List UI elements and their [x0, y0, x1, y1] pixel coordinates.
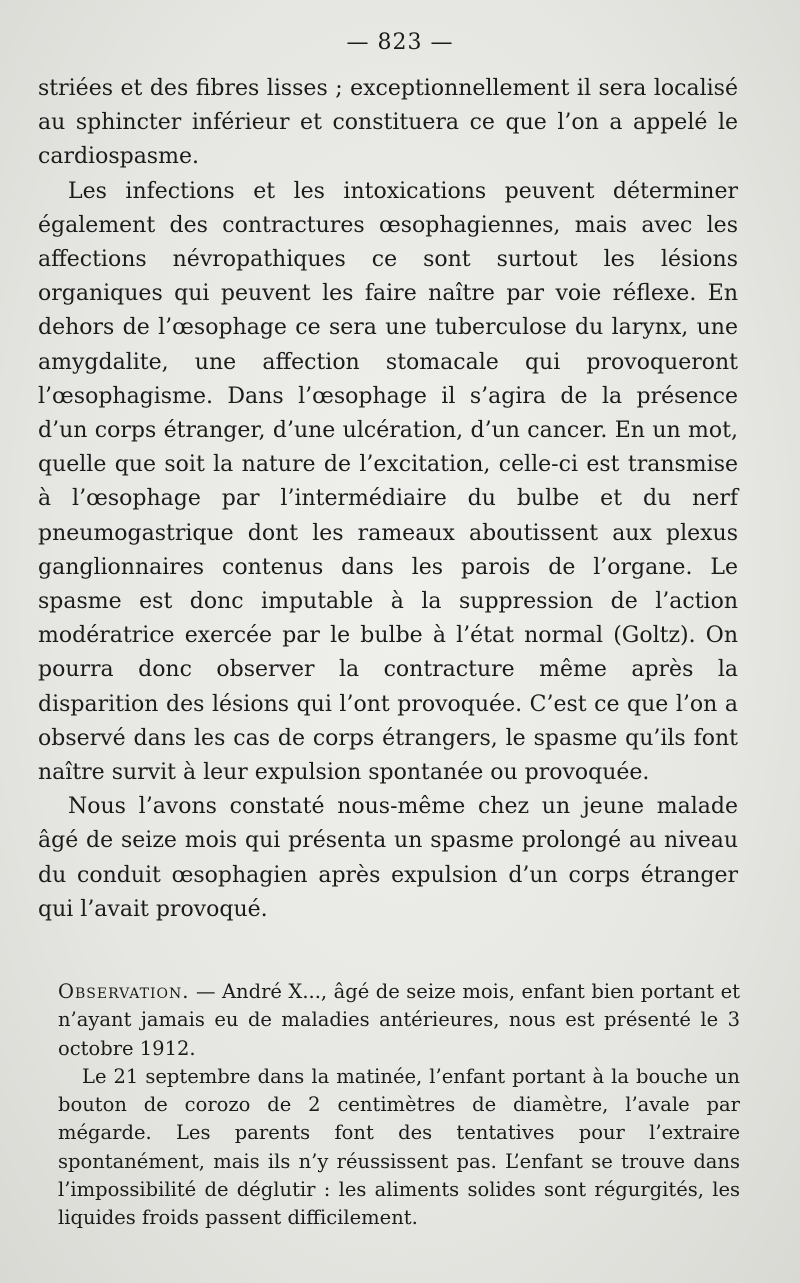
observation-first-text: — André X..., âgé de seize mois, enfant bien portant et n’ayant jamais eu de maladies antérieures, nous est présenté le 3 octobre 1912. — [58, 980, 740, 1060]
observation-second-paragraph: Le 21 septembre dans la matinée, l’enfant portant à la bouche un bouton de corozo de 2 centimètres de diamètre, l’avale par mégarde. Les parents font des tentatives pour l’extraire spontanément, mais ils n’y réussissent pas. L’enfant se trouve dans l’impossibilité de déglutir : les aliments solides sont régurgités, les liquides froids passent difficilement. — [58, 1064, 740, 1230]
paragraph-case-intro: Nous l’avons constaté nous-même chez un jeune malade âgé de seize mois qui présenta un spasme prolongé au niveau du conduit œsophagien après expulsion d’un corps étranger qui l’avait provoqué. — [38, 794, 738, 922]
paragraph-infections: Les infections et les intoxications peuvent déterminer également des contractures œsophagiennes, mais avec les affections névropathiques ce sont surtout les lésions organiques qui peuvent les faire naître par voie réflexe. En dehors de l’œsophage ce sera une tuberculose du larynx, une amygdalite, une affection stomacale qui provoqueront l’œsophagisme. Dans l’œsophage il s’agira de la présence d’un corps étranger, d’une ulcération, d’un cancer. En un mot, quelle que soit la nature de l’excitation, celle-ci est transmise à l’œsophage par l’intermédiaire du bulbe et du nerf pneumogastrique dont les rameaux aboutissent aux plexus ganglionnaires contenus dans les parois de l’organe. Le spasme est donc imputable à la suppression de l’action modératrice exercée par le bulbe à l’état normal (Goltz). On pourra donc observer la contracture même après la disparition des lésions qui l’ont provoquée. C’est ce que l’on a observé dans les cas de corps étrangers, le spasme qu’ils font naître survit à leur expulsion spontanée ou provoquée. — [38, 178, 738, 786]
paragraph-continuation: striées et des fibres lisses ; exceptionnellement il sera localisé au sphincter inférieur et constituera ce que l’on a appelé le cardiospasme. — [38, 76, 738, 170]
observation-section — [58, 978, 740, 1233]
main-text — [38, 72, 738, 927]
observation-first-paragraph — [58, 978, 740, 1063]
observation-heading: Observation. — [58, 980, 190, 1003]
page-number: — 823 — — [346, 30, 454, 55]
